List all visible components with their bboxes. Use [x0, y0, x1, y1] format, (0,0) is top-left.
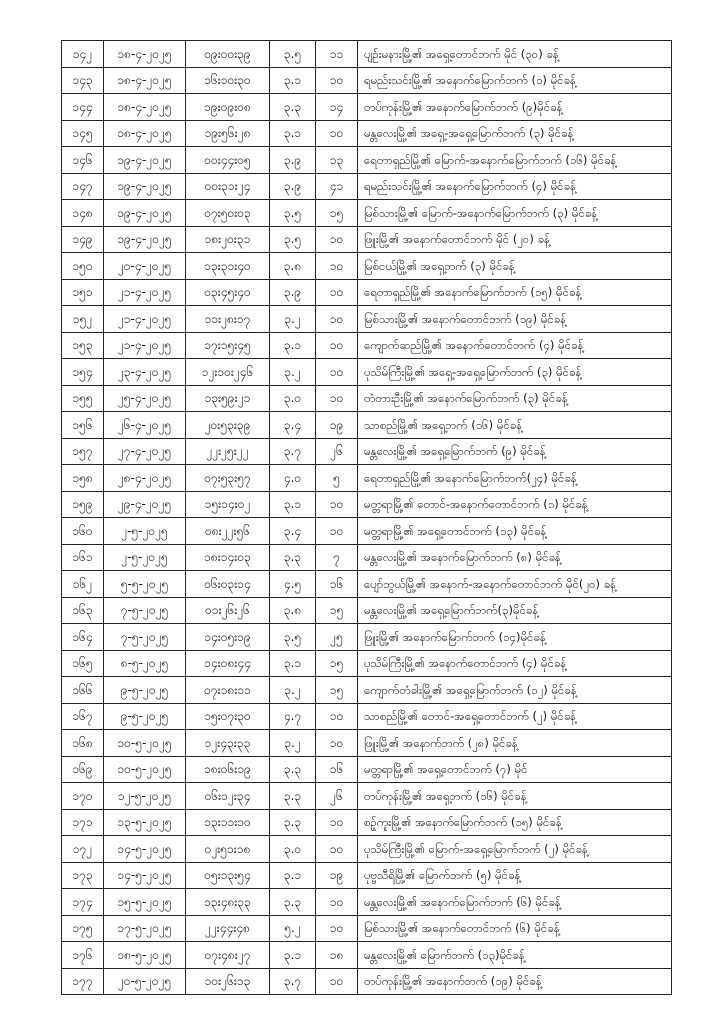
cell-date: ၁၉-၄-၂၀၂၅ [104, 173, 186, 200]
cell-date: ၉-၅-၂၀၂၅ [104, 677, 186, 704]
cell-time: ၀၇း၅၃း၅၇ [186, 465, 270, 492]
table-row [62, 94, 672, 121]
cell-location: ဖြူးမြို့၏ အနောက်မြောက်ဘက် (၁၄)မိုင်ခန့် [358, 624, 672, 651]
cell-location: ပုသိမ်ကြီးမြို့၏ အရှေ့-အရှေ့မြောက်ဘက် (၃) မိုင်ခန့် [358, 359, 672, 386]
cell-date: ၅-၅-၂၀၂၅ [104, 571, 186, 598]
cell-depth: ၁၀ [316, 306, 358, 333]
table-row [62, 41, 672, 68]
cell-number: ၁၄၈ [62, 200, 104, 227]
cell-depth: ၁၉ [316, 412, 358, 439]
cell-number: ၁၅၉ [62, 491, 104, 518]
cell-number: ၁၆၄ [62, 624, 104, 651]
table-row [62, 597, 672, 624]
cell-magnitude: ၄.၀ [270, 465, 316, 492]
cell-magnitude: ၄.၇ [270, 703, 316, 730]
cell-magnitude: ၃.၃ [270, 94, 316, 121]
cell-number: ၁၄၅ [62, 120, 104, 147]
cell-depth: ၁၀ [316, 226, 358, 253]
table-row [62, 836, 672, 863]
cell-depth: ၁၀ [316, 491, 358, 518]
cell-location: ပျဉ်းမနားမြို့၏ အရှေ့တောင်ဘက် မိုင် (၃၀) ခန့် [358, 41, 672, 68]
cell-number: ၁၆၃ [62, 597, 104, 624]
cell-date: ၁၄-၅-၂၀၂၅ [104, 862, 186, 889]
table-row [62, 147, 672, 174]
cell-number: ၁၄၄ [62, 94, 104, 121]
table-row [62, 518, 672, 545]
cell-magnitude: ၃.၂ [270, 306, 316, 333]
cell-location: ရမည်းသင်းမြို့၏ အနောက်မြောက်ဘက် (၄) မိုင်ခန့် [358, 173, 672, 200]
cell-number: ၁၅၇ [62, 438, 104, 465]
cell-date: ၂၆-၄-၂၀၂၅ [104, 412, 186, 439]
table-row [62, 385, 672, 412]
cell-number: ၁၇၆ [62, 942, 104, 969]
cell-date: ၁၃-၅-၂၀၂၅ [104, 809, 186, 836]
cell-time: ၁၂း၁၀း၂၄၆ [186, 359, 270, 386]
cell-date: ၁၅-၅-၂၀၂၅ [104, 889, 186, 916]
cell-time: ၁၃း၁၁း၁၀ [186, 809, 270, 836]
cell-depth: ၄၁ [316, 173, 358, 200]
cell-date: ၁၉-၄-၂၀၂၅ [104, 200, 186, 227]
cell-time: ၁၉း၀၉း၀၈ [186, 94, 270, 121]
table-row [62, 438, 672, 465]
cell-location: ပျော်ဘွယ်မြို့၏ အနောက်-အနောက်တောင်ဘက် မိုင်(၂၀) ခန့် [358, 571, 672, 598]
cell-magnitude: ၃.၃ [270, 889, 316, 916]
cell-time: ၀၉း၀၀း၃၉ [186, 41, 270, 68]
cell-number: ၁၆၀ [62, 518, 104, 545]
table-row [62, 200, 672, 227]
cell-date: ၁၈-၄-၂၀၂၅ [104, 41, 186, 68]
table-row [62, 730, 672, 757]
table-row [62, 942, 672, 969]
table-row [62, 173, 672, 200]
cell-number: ၁၅၅ [62, 385, 104, 412]
cell-location: မန္တလေးမြို့၏ မြောက်ဘက် (၁၃)မိုင်ခန့် [358, 942, 672, 969]
cell-depth: ၂၅ [316, 624, 358, 651]
table-row [62, 677, 672, 704]
cell-location: မတ္တရာမြို့၏ အရှေ့တောင်ဘက် (၇) မိုင် [358, 756, 672, 783]
cell-depth: ၁၀ [316, 332, 358, 359]
cell-depth: ၁၉ [316, 862, 358, 889]
cell-number: ၁၅၁ [62, 279, 104, 306]
cell-depth: ၁၀ [316, 385, 358, 412]
cell-time: ၀၂း၅၁း၁၈ [186, 836, 270, 863]
cell-time: ၁၈း၁၄း၀၃ [186, 544, 270, 571]
cell-time: ၀၈း၂၂း၅၆ [186, 518, 270, 545]
cell-location: ဖြူးမြို့၏ အနောက်ဘက် (၂၈) မိုင်ခန့် [358, 730, 672, 757]
cell-number: ၁၇၂ [62, 836, 104, 863]
cell-time: ၂၂း၂၅း၂၂ [186, 438, 270, 465]
cell-time: ၁၈း၂၀း၃၁ [186, 226, 270, 253]
cell-depth: ၁၀ [316, 120, 358, 147]
cell-depth: ၁၀ [316, 836, 358, 863]
cell-date: ၂၁-၄-၂၀၂၅ [104, 279, 186, 306]
table-row [62, 279, 672, 306]
cell-number: ၁၆၈ [62, 730, 104, 757]
cell-time: ၀၇း၁၈း၁၁ [186, 677, 270, 704]
table-row [62, 67, 672, 94]
cell-number: ၁၇၀ [62, 783, 104, 810]
table-row [62, 889, 672, 916]
cell-number: ၁၇၁ [62, 809, 104, 836]
cell-date: ၂၈-၄-၂၀၂၅ [104, 465, 186, 492]
cell-depth: ၁၀ [316, 279, 358, 306]
cell-number: ၁၆၉ [62, 756, 104, 783]
cell-time: ၀၅း၁၃း၅၄ [186, 862, 270, 889]
cell-depth: ၁၆ [316, 571, 358, 598]
cell-time: ၀၃း၄၅း၄၀ [186, 279, 270, 306]
table-row [62, 624, 672, 651]
cell-time: ၁၄း၀၅း၁၉ [186, 624, 270, 651]
cell-depth: ၁၅ [316, 650, 358, 677]
cell-date: ၁၂-၅-၂၀၂၅ [104, 783, 186, 810]
cell-number: ၁၅၂ [62, 306, 104, 333]
cell-location: ပုသိမ်ကြီးမြို့၏ အနောက်တောင်ဘက် (၄) မိုင်ခန့် [358, 650, 672, 677]
cell-depth: ၁၀ [316, 968, 358, 995]
cell-depth: ၁၀ [316, 889, 358, 916]
cell-magnitude: ၃.၅ [270, 41, 316, 68]
cell-time: ၀၀း၃၁း၂၄ [186, 173, 270, 200]
cell-number: ၁၅၈ [62, 465, 104, 492]
cell-number: ၁၇၅ [62, 915, 104, 942]
cell-number: ၁၇၃ [62, 862, 104, 889]
table-row [62, 968, 672, 995]
cell-time: ၀၆း၁၂း၃၄ [186, 783, 270, 810]
cell-date: ၁၈-၄-၂၀၂၅ [104, 120, 186, 147]
cell-depth: ၁၅ [316, 677, 358, 704]
cell-location: တပ်ကုန်းမြို့၏ အနောက်မြောက်ဘက် (၉)မိုင်ခန့် [358, 94, 672, 121]
cell-magnitude: ၃.၃ [270, 783, 316, 810]
cell-location: သာစည်မြို့၏ အရှေ့ဘက် (၁၆) မိုင်ခန့် [358, 412, 672, 439]
cell-number: ၁၆၅ [62, 650, 104, 677]
cell-number: ၁၇၄ [62, 889, 104, 916]
cell-date: ၂၃-၄-၂၀၂၅ [104, 359, 186, 386]
cell-location: မန္တလေးမြို့၏ အရှေ့မြောက်ဘက်(၃)မိုင်ခန့် [358, 597, 672, 624]
table-row [62, 120, 672, 147]
earthquake-table [61, 40, 672, 995]
cell-time: ၁၅း၀၇း၃၀ [186, 703, 270, 730]
cell-time: ၁၇း၁၅း၄၅ [186, 332, 270, 359]
cell-date: ၂၁-၄-၂၀၂၅ [104, 332, 186, 359]
cell-magnitude: ၃.၂ [270, 730, 316, 757]
cell-time: ၁၈း၀၆း၁၉ [186, 756, 270, 783]
cell-depth: ၁၅ [316, 597, 358, 624]
cell-location: တပ်ကုန်းမြို့၏ အရှေ့ဘက် (၁၆) မိုင်ခန့် [358, 783, 672, 810]
table-row [62, 226, 672, 253]
cell-magnitude: ၃.၅ [270, 624, 316, 651]
cell-date: ၇-၅-၂၀၂၅ [104, 624, 186, 651]
cell-location: ကျောက်ဆည်မြို့၏ အနောက်တောင်ဘက် (၄) မိုင်ခန့် [358, 332, 672, 359]
cell-location: သာစည်မြို့၏ တောင်-အရှေ့တောင်ဘက် (၂) မိုင်ခန့် [358, 703, 672, 730]
table-row [62, 809, 672, 836]
cell-depth: ၁၀ [316, 359, 358, 386]
cell-location: ရေတာရှည်မြို့၏ အနောက်မြောက်ဘက် (၁၅) မိုင်ခန့် [358, 279, 672, 306]
cell-time: ၀၆း၀၃း၁၄ [186, 571, 270, 598]
cell-magnitude: ၃.၁ [270, 67, 316, 94]
cell-location: တပ်ကုန်းမြို့၏ အနောက်ဘက် (၁၉) မိုင်ခန့် [358, 968, 672, 995]
cell-magnitude: ၃.၁ [270, 650, 316, 677]
cell-depth: ၁၀ [316, 730, 358, 757]
cell-date: ၁၄-၅-၂၀၂၅ [104, 836, 186, 863]
cell-magnitude: ၃.၃ [270, 756, 316, 783]
cell-depth: ၁၈ [316, 942, 358, 969]
cell-depth: ၁၄ [316, 94, 358, 121]
table-row [62, 544, 672, 571]
table-row [62, 412, 672, 439]
cell-magnitude: ၃.၁ [270, 491, 316, 518]
cell-location: တံတားဦးမြို့၏ အနောက်မြောက်ဘက် (၃) မိုင်ခန့် [358, 385, 672, 412]
cell-time: ၀၇း၄၈း၂၇ [186, 942, 270, 969]
cell-date: ၁၉-၄-၂၀၂၅ [104, 147, 186, 174]
cell-number: ၁၆၁ [62, 544, 104, 571]
cell-time: ၁၉း၅၆း၂၈ [186, 120, 270, 147]
cell-magnitude: ၃.၄ [270, 412, 316, 439]
cell-depth: ၂၆ [316, 783, 358, 810]
cell-magnitude: ၃.၂ [270, 677, 316, 704]
cell-date: ၂၁-၄-၂၀၂၅ [104, 306, 186, 333]
cell-location: မြစ်ငယ်မြို့၏ အရှေ့ဘက် (၃) မိုင်ခန့် [358, 253, 672, 280]
table-row [62, 465, 672, 492]
cell-number: ၁၅၀ [62, 253, 104, 280]
cell-number: ၁၄၇ [62, 173, 104, 200]
cell-depth: ၅ [316, 465, 358, 492]
cell-date: ၁၈-၅-၂၀၂၅ [104, 942, 186, 969]
cell-time: ၀၁း၂၆း၂၆ [186, 597, 270, 624]
cell-time: ၁၁း၂၈း၁၇ [186, 306, 270, 333]
cell-time: ၀၇း၅၀း၀၃ [186, 200, 270, 227]
cell-depth: ၁၀ [316, 703, 358, 730]
cell-date: ၂၉-၄-၂၀၂၅ [104, 491, 186, 518]
cell-depth: ၁၀ [316, 518, 358, 545]
cell-magnitude: ၃.၅ [270, 200, 316, 227]
cell-depth: ၁၀ [316, 915, 358, 942]
table-row [62, 359, 672, 386]
cell-number: ၁၅၃ [62, 332, 104, 359]
cell-magnitude: ၃.၁ [270, 942, 316, 969]
cell-number: ၁၇၇ [62, 968, 104, 995]
cell-time: ၂၀း၅၃း၃၉ [186, 412, 270, 439]
cell-depth: ၁၁ [316, 41, 358, 68]
cell-date: ၂၅-၄-၂၀၂၅ [104, 385, 186, 412]
cell-location: ရေတာရှည်မြို့၏ အနောက်မြောက်ဘက်(၂၄) မိုင်ခန့် [358, 465, 672, 492]
table-row [62, 862, 672, 889]
cell-magnitude: ၃.၂ [270, 359, 316, 386]
cell-number: ၁၅၄ [62, 359, 104, 386]
cell-depth: ၁၀ [316, 809, 358, 836]
cell-magnitude: ၄.၅ [270, 571, 316, 598]
cell-magnitude: ၅.၂ [270, 915, 316, 942]
cell-magnitude: ၃.၁ [270, 862, 316, 889]
cell-location: ကျောက်တံခါးမြို့၏ အရှေ့မြောက်ဘက် (၁၂) မိုင်ခန့် [358, 677, 672, 704]
cell-date: ၂-၅-၂၀၂၅ [104, 544, 186, 571]
cell-location: မတ္တရာမြို့၏ အရှေ့တောင်ဘက် (၁၃) မိုင်ခန့် [358, 518, 672, 545]
table-body [62, 41, 672, 995]
cell-depth: ၁၀ [316, 67, 358, 94]
cell-number: ၁၄၂ [62, 41, 104, 68]
table-row [62, 571, 672, 598]
cell-date: ၂၇-၄-၂၀၂၅ [104, 438, 186, 465]
cell-magnitude: ၃.၇ [270, 438, 316, 465]
table-row [62, 253, 672, 280]
cell-magnitude: ၃.၀ [270, 836, 316, 863]
cell-location: ပုသိမ်ကြီးမြို့၏ မြောက်-အရှေ့မြောက်ဘက် (၂) မိုင်ခန့် [358, 836, 672, 863]
cell-magnitude: ၃.၁ [270, 332, 316, 359]
cell-number: ၁၆၂ [62, 571, 104, 598]
cell-time: ၁၂း၄၃း၃၃ [186, 730, 270, 757]
cell-number: ၁၄၃ [62, 67, 104, 94]
cell-magnitude: ၃.၈ [270, 597, 316, 624]
cell-magnitude: ၃.၀ [270, 385, 316, 412]
cell-time: ၁၆း၁၀း၃၀ [186, 67, 270, 94]
cell-location: စဥ့်ကူးမြို့၏ အနောက်မြောက်ဘက် (၁၅) မိုင်ခန့် [358, 809, 672, 836]
cell-number: ၁၆၆ [62, 677, 104, 704]
cell-number: ၁၆၇ [62, 703, 104, 730]
table-row [62, 491, 672, 518]
cell-depth: ၁၆ [316, 756, 358, 783]
table-row [62, 756, 672, 783]
table-row [62, 306, 672, 333]
cell-date: ၁၀-၅-၂၀၂၅ [104, 730, 186, 757]
cell-date: ၁၀-၅-၂၀၂၅ [104, 756, 186, 783]
cell-magnitude: ၃.၅ [270, 226, 316, 253]
cell-location: မန္တလေးမြို့၏ အရှေ့မြောက်ဘက် (၉) မိုင်ခန့် [358, 438, 672, 465]
cell-time: ၁၄း၀၈း၄၄ [186, 650, 270, 677]
cell-location: မြစ်သားမြို့၏ မြောက်-အနောက်မြောက်ဘက် (၃) မိုင်ခန့် [358, 200, 672, 227]
cell-time: ၁၃း၅၉း၂၁ [186, 385, 270, 412]
cell-time: ၁၃း၃၁း၄၀ [186, 253, 270, 280]
cell-date: ၂-၅-၂၀၂၅ [104, 518, 186, 545]
cell-magnitude: ၃.၉ [270, 279, 316, 306]
cell-depth: ၇ [316, 544, 358, 571]
cell-magnitude: ၃.၄ [270, 518, 316, 545]
table-row [62, 332, 672, 359]
cell-magnitude: ၃.၇ [270, 968, 316, 995]
cell-date: ၉-၅-၂၀၂၅ [104, 703, 186, 730]
cell-magnitude: ၃.၃ [270, 809, 316, 836]
cell-magnitude: ၃.၁ [270, 120, 316, 147]
cell-magnitude: ၃.၉ [270, 147, 316, 174]
cell-number: ၁၅၆ [62, 412, 104, 439]
cell-depth: ၂၆ [316, 438, 358, 465]
cell-time: ၀၀း၄၄း၀၅ [186, 147, 270, 174]
table-row [62, 650, 672, 677]
cell-location: ရေတာရှည်မြို့၏ မြောက်-အနောက်မြောက်ဘက် (၁၆) မိုင်ခန့် [358, 147, 672, 174]
table-row [62, 703, 672, 730]
cell-date: ၁၈-၄-၂၀၂၅ [104, 94, 186, 121]
cell-location: မတ္တရာမြို့၏ တောင်-အနောက်တောင်ဘက် (၁) မိုင်ခန့် [358, 491, 672, 518]
cell-location: မန္တလေးမြို့၏ အနောက်မြောက်ဘက် (၈) မိုင်ခန့် [358, 544, 672, 571]
cell-magnitude: ၃.၃ [270, 544, 316, 571]
cell-magnitude: ၃.၈ [270, 253, 316, 280]
cell-magnitude: ၃.၉ [270, 173, 316, 200]
cell-time: ၂၂း၄၄း၄၈ [186, 915, 270, 942]
cell-number: ၁၄၆ [62, 147, 104, 174]
cell-location: ဖြူးမြို့၏ အနောက်တောင်ဘက် မိုင် (၂၀) ခန့် [358, 226, 672, 253]
cell-date: ၈-၅-၂၀၂၅ [104, 650, 186, 677]
cell-location: မြစ်သားမြို့၏ အနောက်တောင်ဘက် (၆) မိုင်ခန့် [358, 915, 672, 942]
cell-location: မန္တလေးမြို့၏ အရှေ့-အရှေ့မြောက်ဘက် (၃) မိုင်ခန့် [358, 120, 672, 147]
cell-date: ၁၉-၄-၂၀၂၅ [104, 226, 186, 253]
cell-date: ၁၇-၅-၂၀၂၅ [104, 915, 186, 942]
cell-date: ၂၀-၅-၂၀၂၅ [104, 968, 186, 995]
cell-time: ၁၃း၄၈း၃၃ [186, 889, 270, 916]
cell-time: ၁၅း၁၄း၀၂ [186, 491, 270, 518]
cell-date: ၁၈-၄-၂၀၂၅ [104, 67, 186, 94]
table-row [62, 915, 672, 942]
cell-date: ၇-၅-၂၀၂၅ [104, 597, 186, 624]
cell-location: မြစ်သားမြို့၏ အနောက်တောင်ဘက် (၁၉) မိုင်ခန့် [358, 306, 672, 333]
table-row [62, 783, 672, 810]
cell-number: ၁၄၉ [62, 226, 104, 253]
cell-location: မန္တလေးမြို့၏ အနောက်မြောက်ဘက် (၆) မိုင်ခန့် [358, 889, 672, 916]
cell-location: ပုဗ္ဗသီရိမြို့၏ မြောက်ဘက် (၅) မိုင်ခန့် [358, 862, 672, 889]
cell-depth: ၁၅ [316, 200, 358, 227]
cell-date: ၂၀-၄-၂၀၂၅ [104, 253, 186, 280]
cell-depth: ၁၃ [316, 147, 358, 174]
cell-time: ၁၀း၂၆း၁၃ [186, 968, 270, 995]
cell-depth: ၁၀ [316, 253, 358, 280]
cell-location: ရမည်းသင်းမြို့၏ အနောက်မြောက်ဘက် (၁) မိုင်ခန့် [358, 67, 672, 94]
